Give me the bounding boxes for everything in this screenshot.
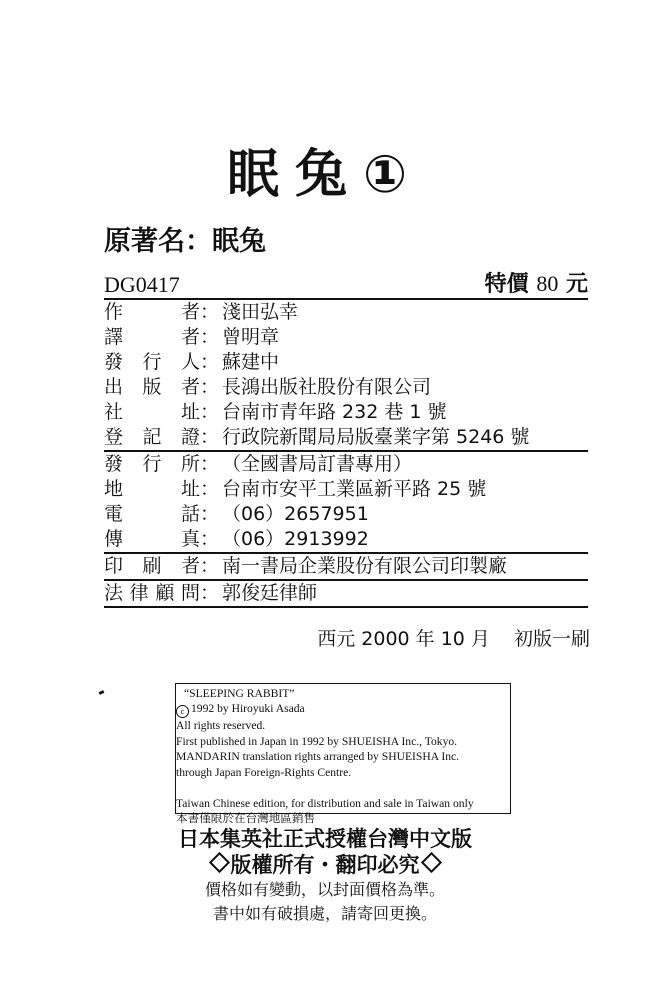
rights-agency: through Japan Foreign-Rights Centre.: [176, 765, 352, 779]
label-char: 記: [142, 426, 162, 448]
credit-colon: ：: [200, 376, 220, 398]
credit-value: （06）2657951: [222, 503, 369, 525]
credit-colon: ：: [200, 453, 220, 475]
credit-label: [104, 325, 200, 350]
credit-label: [104, 375, 200, 400]
credit-label: [104, 502, 200, 527]
credit-row: [104, 581, 588, 608]
distribution-notice: Taiwan Chinese edition, for distribution and sale in Taiwan only: [176, 797, 474, 811]
credit-colon: ：: [200, 301, 220, 323]
label-char: 址: [180, 478, 200, 500]
credit-colon: ：: [200, 426, 220, 448]
label-char: 顧: [155, 582, 175, 604]
credit-value: 淺田弘幸: [222, 301, 299, 323]
label-char: 傳: [104, 528, 124, 550]
credit-colon: ：: [200, 326, 220, 348]
credit-row: [104, 300, 588, 325]
credit-colon: ：: [200, 351, 220, 373]
credits-table: [104, 300, 588, 608]
label-char: 法: [104, 582, 124, 604]
copyright-box: [175, 683, 511, 826]
label-char: 證: [180, 426, 200, 448]
price-note: 價格如有變動，以封面價格為準。: [204, 880, 445, 899]
credit-colon: ：: [200, 528, 220, 550]
credit-value: 台南市安平工業區新平路 25 號: [222, 478, 487, 500]
credit-label: [104, 425, 200, 450]
label-char: 者: [180, 376, 200, 398]
credit-colon: ：: [200, 555, 220, 577]
license-line: 日本集英社正式授權台灣中文版: [178, 827, 472, 851]
credit-row: [104, 452, 588, 477]
credit-colon: ：: [200, 401, 220, 423]
label-char: 問: [180, 582, 200, 604]
rights-text: 版權所有・翻印必究: [230, 853, 420, 877]
credit-label: [104, 581, 200, 606]
label-char: 出: [104, 376, 124, 398]
label-char: 所: [180, 453, 200, 475]
label-char: 版: [142, 376, 162, 398]
price-unit: 元: [565, 272, 588, 297]
copyright-work-title: “SLEEPING RABBIT”: [184, 687, 295, 700]
label-char: 地: [104, 478, 124, 500]
credit-row: [104, 477, 588, 502]
copyright-symbol: c: [176, 705, 189, 718]
distribution-notice-zh: 本書僅限於在台灣地區銷售: [176, 811, 316, 826]
credit-row: [104, 400, 588, 425]
label-char: 者: [180, 326, 200, 348]
label-char: 譯: [104, 326, 124, 348]
credit-value: 行政院新聞局局版臺業字第 5246 號: [222, 426, 530, 448]
credit-label: [104, 300, 200, 325]
credit-value: （06）2913992: [222, 528, 369, 550]
book-title: 眠兔①: [226, 145, 424, 205]
credit-label: [104, 350, 200, 375]
credit-value: 台南市青年路 232 巷 1 號: [222, 401, 447, 423]
label-char: 發: [104, 453, 124, 475]
translation-rights: MANDARIN translation rights arranged by SHUEISHA Inc.: [176, 750, 460, 764]
label-char: 行: [142, 453, 162, 475]
credit-value: 南一書局企業股份有限公司印製廠: [222, 555, 508, 577]
credit-row: [104, 425, 588, 452]
original-title: 原著名：眠兔: [104, 226, 266, 257]
credit-label: [104, 400, 200, 425]
label-char: 址: [180, 401, 200, 423]
label-char: 真: [180, 528, 200, 550]
credit-value: 曾明章: [222, 326, 280, 348]
credit-label: [104, 452, 200, 477]
credit-row: [104, 375, 588, 400]
scan-speck: [99, 690, 105, 695]
label-char: 律: [129, 582, 149, 604]
box-spacer: [176, 780, 510, 796]
price-amount: 80: [536, 271, 559, 296]
diamond-icon: [420, 852, 441, 873]
credit-row: [104, 350, 588, 375]
edition-printing: 初版一刷: [513, 628, 590, 650]
label-char: 作: [104, 301, 124, 323]
label-char: 行: [142, 351, 162, 373]
edition-date: 西元 2000 年 10 月: [317, 628, 490, 650]
credit-colon: ：: [200, 582, 220, 604]
copyright-notice: [176, 701, 510, 718]
credit-row: [104, 554, 588, 581]
credit-row: [104, 527, 588, 554]
credit-row: [104, 325, 588, 350]
credit-label: [104, 477, 200, 502]
copyright-holder: 1992 by Hiroyuki Asada: [191, 702, 305, 716]
credit-value: 長鴻出版社股份有限公司: [222, 376, 432, 398]
credit-colon: ：: [200, 503, 220, 525]
credit-row: [104, 502, 588, 527]
credit-colon: ：: [200, 478, 220, 500]
diamond-icon: [208, 852, 229, 873]
damage-note: 書中如有破損處，請寄回更換。: [212, 904, 437, 923]
label-char: 話: [180, 503, 200, 525]
credit-value: 蘇建中: [222, 351, 280, 373]
catalog-code: DG0417: [104, 272, 180, 297]
label-char: 者: [180, 301, 200, 323]
rights-line: [0, 850, 650, 880]
rights-reserved: All rights reserved.: [176, 719, 266, 733]
price-label: [485, 269, 588, 300]
label-char: 社: [104, 401, 124, 423]
credit-value: （全國書局訂書專用）: [222, 453, 413, 475]
label-char: 印: [104, 555, 124, 577]
price-prefix: 特價: [484, 272, 529, 297]
label-char: 者: [180, 555, 200, 577]
credit-label: [104, 554, 200, 579]
credit-value: 郭俊廷律師: [222, 582, 318, 604]
label-char: 登: [104, 426, 124, 448]
label-char: 刷: [142, 555, 162, 577]
label-char: 發: [104, 351, 124, 373]
credit-label: [104, 527, 200, 552]
label-char: 電: [104, 503, 124, 525]
first-published: First published in Japan in 1992 by SHUEISHA Inc., Tokyo.: [176, 734, 458, 748]
label-char: 人: [180, 351, 200, 373]
edition-line: [299, 626, 590, 652]
